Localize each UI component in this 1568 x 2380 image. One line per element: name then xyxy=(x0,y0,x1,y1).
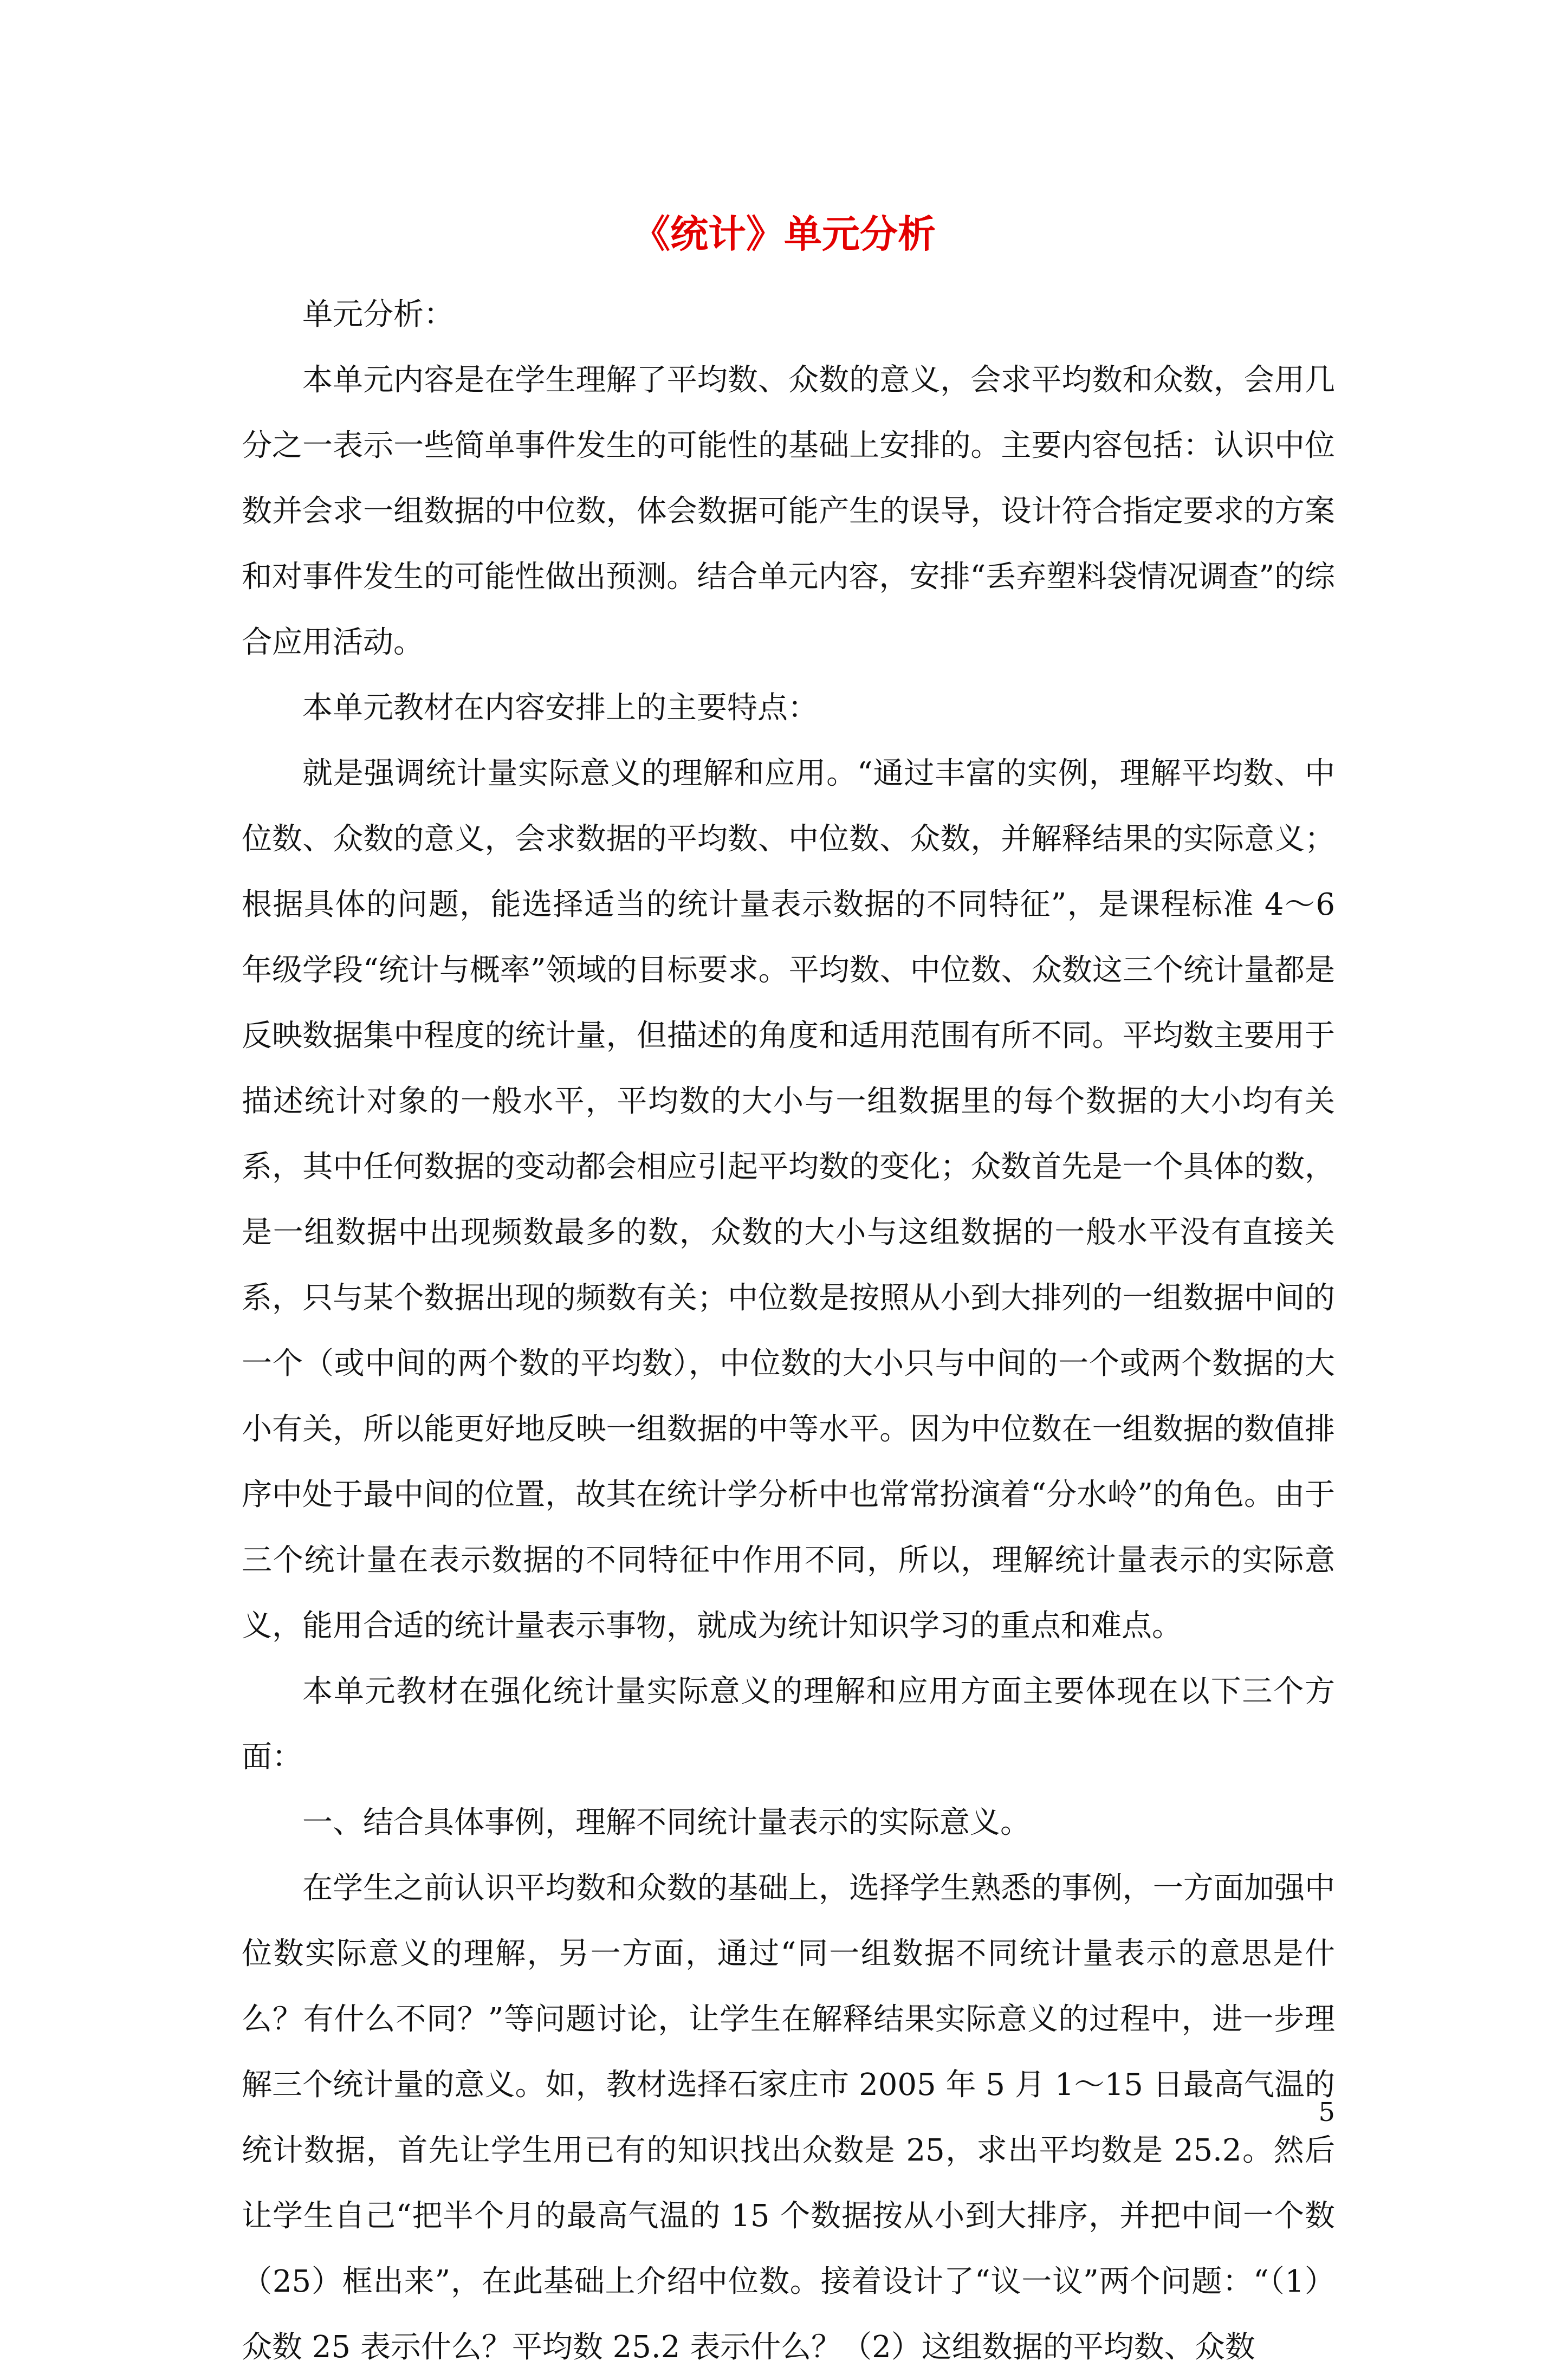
paragraph-unit-analysis-heading: 单元分析： xyxy=(302,297,454,332)
paragraph-aspect-one: 一、结合具体事例，理解不同统计量表示的实际意义。 xyxy=(302,1805,1031,1840)
page-number: 5 xyxy=(1318,2097,1335,2127)
paragraph-features-detail: 就是强调统计量实际意义的理解和应用。“通过丰富的实例，理解平均数、中位数、众数的意义，会求数据的平均数、中位数、众数，并解释结果的实际意义；根据具体的问题，能选择适当的统计量表示数据的不同特征”，是课程标准 4～6 年级学段“统计与概率”领域的目标要求。平均数、中位数、众数这三个统计量都是反映数据集中程度的统计量，但描述的角度和适用范围有所不同。平均数主要用于描述统计对象的一般水平，平均数的大小与一组数据里的每个数据的大小均有关系，其中任何数据的变动都会相应引起平均数的变化；众数首先是一个具体的数，是一组数据中出现频数最多的数，众数的大小与这组数据的一般水平没有直接关系，只与某个数据出现的频数有关；中位数是按照从小到大排列的一组数据中间的一个（或中间的两个数的平均数），中位数的大小只与中间的一个或两个数据的大小有关，所以能更好地反映一组数据的中等水平。因为中位数在一组数据的数值排序中处于最中间的位置，故其在统计学分析中也常常扮演着“分水岭”的角色。由于三个统计量在表示数据的不同特征中作用不同，所以，理解统计量表示的实际意义，能用合适的统计量表示事物，就成为统计知识学习的重点和难点。 xyxy=(242,756,1335,1644)
paragraph-features-heading: 本单元教材在内容安排上的主要特点： xyxy=(302,690,818,726)
paragraph-three-aspects: 本单元教材在强化统计量实际意义的理解和应用方面主要体现在以下三个方面： xyxy=(242,1674,1335,1775)
document-body xyxy=(242,282,1335,2380)
paragraph-aspect-one-detail: 在学生之前认识平均数和众数的基础上，选择学生熟悉的事例，一方面加强中位数实际意义的理解，另一方面，通过“同一组数据不同统计量表示的意思是什么？有什么不同？”等问题讨论，让学生在解释结果实际意义的过程中，进一步理解三个统计量的意义。如，教材选择石家庄市 2005 年 5 月 1～15 日最高气温的统计数据，首先让学生用已有的知识找出众数是 25，求出平均数是 25.2。然后让学生自己“把半个月的最高气温的 15 个数据按从小到大排序，并把中间一个数（25）框出来”，在此基础上介绍中位数。接着设计了“议一议”两个问题：“（1）众数 25 表示什么？平均数 25.2 表示什么？（2）这组数据的平均数、众数 xyxy=(242,1871,1335,2365)
page-title: 《统计》单元分析 xyxy=(632,211,936,256)
paragraph-unit-content: 本单元内容是在学生理解了平均数、众数的意义，会求平均数和众数，会用几分之一表示一些简单事件发生的可能性的基础上安排的。主要内容包括：认识中位数并会求一组数据的中位数，体会数据可能产生的误导，设计符合指定要求的方案和对事件发生的可能性做出预测。结合单元内容，安排“丢弃塑料袋情况调查”的综合应用活动。 xyxy=(242,363,1335,660)
